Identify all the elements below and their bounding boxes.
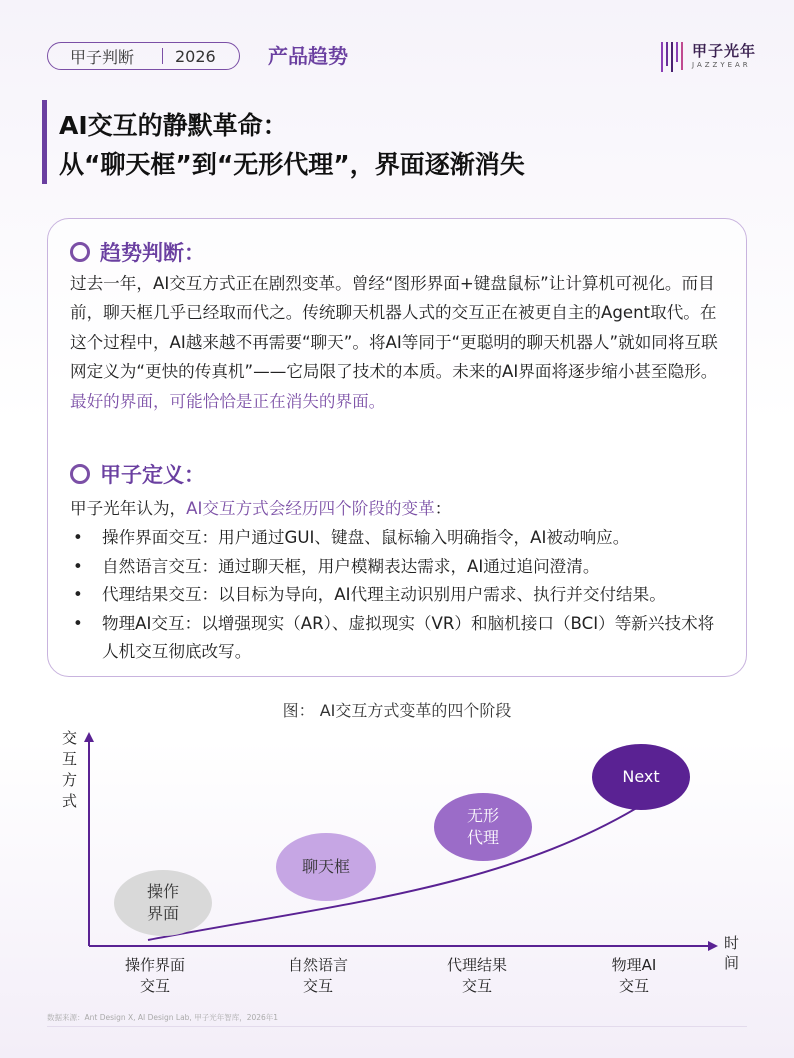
stage-bubble-gui [114,870,212,936]
stage-line: 交互 [461,977,492,995]
definition-intro-suffix: ： [434,499,452,518]
definition-heading-text: 甲子定义： [100,463,205,487]
series-label: 甲子判断 [70,47,135,67]
trend-text: 过去一年，AI交互方式正在剧烈变革。曾经“图形界面+键盘鼠标”让计算机可视化。而目前，聊天框几乎已经取而代之。传统聊天机器人式的交互正在被更自主的Agent取代。在这个过程中，AI越来越不再需要“聊天”。将AI等同于“更聪明的聊天机器人”就如同将互联网定义为“更快的传真机”——它局限了技术的本质。未来的AI界面将逐步缩小甚至隐形。 [70,274,718,382]
list-item: • 操作界面交互：用户通过GUI、键盘、鼠标输入明确指令，AI被动响应。 [70,524,730,553]
list-item: • 自然语言交互：通过聊天框，用户模糊表达需求，AI通过追问澄清。 [70,553,730,582]
figure-caption: 图： AI交互方式变革的四个阶段 [282,701,512,720]
list-item: • 物理AI交互：以增强现实（AR）、虚拟现实（VR）和脑机接口（BCI）等新兴技术将人机交互彻底改写。 [70,610,730,667]
bubble-line: 无形 [466,806,499,825]
logo-cn: 甲子光年 [692,42,757,60]
bubble-line: 操作 [146,882,179,901]
stage-line: 交互 [302,977,333,995]
stage-line: 交互 [618,977,649,995]
stage-bubble-chat [276,833,376,901]
x-axis-label: 时间 [724,934,740,972]
bubble-line: 聊天框 [301,857,350,876]
section-tag: 产品趋势 [268,44,348,68]
footer-divider [47,1026,747,1027]
data-source: 数据来源：Ant Design X, AI Design Lab, 甲子光年智库，2026年1 [47,1013,279,1022]
bubble-line: Next [622,767,660,786]
logo-en: JAZZYEAR [692,61,751,69]
stage-line: 自然语言 [287,956,348,974]
trend-curve [148,806,640,940]
stage-line: 操作界面 [124,956,185,974]
stage-label-4 [574,955,694,997]
title-line-2: 从“聊天框”到“无形代理”，界面逐渐消失 [59,150,525,179]
trend-highlight: 最好的界面，可能恰恰是正在消失的界面。 [70,391,386,411]
y-axis-label: 交互方式 [62,729,78,810]
stage-line: 物理AI [611,956,657,974]
trend-heading-text: 趋势判断： [100,241,205,265]
bubble-line: 代理 [466,828,499,847]
definition-intro-prefix: 甲子光年认为， [70,499,187,518]
stage-line: 交互 [139,977,170,995]
title-line-1: AI交互的静默革命： [59,111,288,140]
stage-line: 代理结果 [446,956,507,974]
stage-bubble-agent [434,793,532,861]
stage-label-1 [95,955,215,997]
stage-label-3 [417,955,537,997]
definition-intro-highlight: AI交互方式会经历四个阶段的变革 [186,499,435,518]
year-label: 2026 [175,46,216,66]
stage-bubble-next [592,744,690,810]
list-item: • 代理结果交互：以目标为导向，AI代理主动识别用户需求、执行并交付结果。 [70,581,730,610]
stage-label-2 [258,955,378,997]
bubble-line: 界面 [146,904,179,923]
